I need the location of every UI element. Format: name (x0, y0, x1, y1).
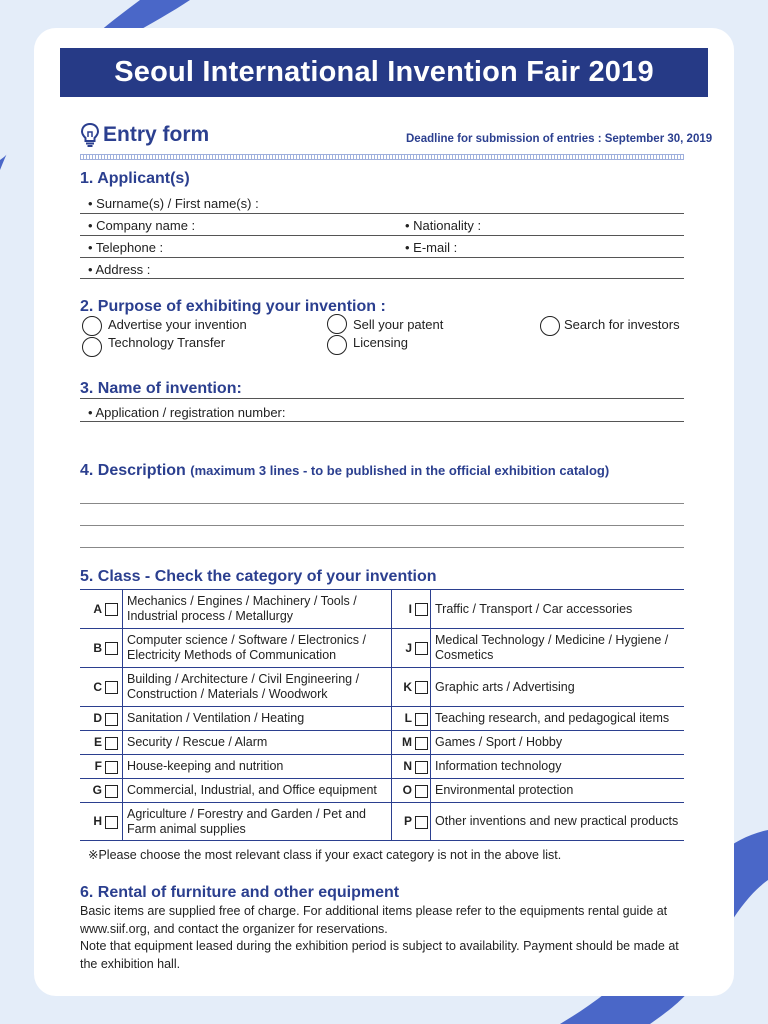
class-description: Sanitation / Ventilation / Heating (123, 707, 392, 731)
purpose-radio-advertise[interactable] (82, 316, 102, 336)
class-description: Information technology (431, 755, 685, 779)
class-checkbox[interactable] (105, 816, 118, 829)
surname-label: • Surname(s) / First name(s) : (88, 196, 259, 211)
class-letter-cell (80, 779, 123, 803)
class-checkbox[interactable] (415, 816, 428, 829)
class-row (80, 755, 684, 779)
class-description: Medical Technology / Medicine / Hygiene / Cosmetics (431, 629, 685, 668)
class-description: Commercial, Industrial, and Office equipment (123, 779, 392, 803)
description-line-2[interactable] (80, 525, 684, 526)
class-description: House-keeping and nutrition (123, 755, 392, 779)
applicants-heading: 1. Applicant(s) (80, 170, 190, 187)
rental-paragraph-2: Note that equipment leased during the exhibition period is subject to availability. Payment should be made at the exhibition hall. (80, 939, 679, 971)
purpose-radio-licensing[interactable] (327, 335, 347, 355)
class-checkbox[interactable] (105, 761, 118, 774)
class-letter-cell (80, 668, 123, 707)
purpose-radio-investors[interactable] (540, 316, 560, 336)
class-letter-cell (80, 731, 123, 755)
class-table (80, 589, 684, 841)
class-checkbox[interactable] (415, 785, 428, 798)
entry-form-heading: Entry form (103, 123, 210, 146)
rental-text (80, 903, 692, 973)
rental-paragraph-1: Basic items are supplied free of charge. For additional items please refer to the equipments rental guide at www.siif.org, and contact the organizer for reservations. (80, 904, 668, 936)
class-letter-cell (80, 707, 123, 731)
class-checkbox[interactable] (415, 681, 428, 694)
purpose-option-investors: Search for investors (564, 317, 680, 332)
class-letter: C (93, 679, 102, 694)
purpose-option-advertise: Advertise your invention (108, 317, 247, 332)
class-checkbox[interactable] (105, 737, 118, 750)
class-letter-cell (392, 731, 431, 755)
class-checkbox[interactable] (105, 785, 118, 798)
telephone-label: • Telephone : (88, 240, 164, 255)
class-checkbox[interactable] (415, 603, 428, 616)
class-letter: B (93, 640, 102, 655)
class-description: Environmental protection (431, 779, 685, 803)
class-letter-cell (392, 779, 431, 803)
class-description: Mechanics / Engines / Machinery / Tools / Industrial process / Metallurgy (123, 590, 392, 629)
lightbulb-icon (80, 122, 100, 148)
deadline-text: Deadline for submission of entries : September 30, 2019 (406, 133, 713, 145)
class-letter-cell (392, 590, 431, 629)
class-letter-cell (392, 803, 431, 841)
class-letter-cell (392, 755, 431, 779)
class-checkbox[interactable] (105, 603, 118, 616)
class-description: Graphic arts / Advertising (431, 668, 685, 707)
application-number-label: • Application / registration number: (88, 405, 286, 420)
class-letter: M (402, 735, 412, 750)
class-letter-cell (80, 803, 123, 841)
class-checkbox[interactable] (415, 713, 428, 726)
class-letter-cell (80, 755, 123, 779)
class-row (80, 779, 684, 803)
invention-name-heading: 3. Name of invention: (80, 380, 242, 397)
class-letter: L (404, 711, 412, 726)
class-description: Traffic / Transport / Car accessories (431, 590, 685, 629)
class-letter: K (403, 679, 412, 694)
class-letter: E (93, 735, 102, 750)
class-row (80, 668, 684, 707)
class-description: Games / Sport / Hobby (431, 731, 685, 755)
class-checkbox[interactable] (105, 713, 118, 726)
class-letter: G (92, 783, 102, 798)
company-label: • Company name : (88, 218, 196, 233)
rental-heading: 6. Rental of furniture and other equipment (80, 884, 400, 901)
purpose-radio-sell-patent[interactable] (327, 314, 347, 334)
class-note: ※Please choose the most relevant class if your exact category is not in the above list. (88, 848, 562, 862)
class-letter: A (93, 601, 102, 616)
description-line-1[interactable] (80, 503, 684, 504)
class-checkbox[interactable] (415, 737, 428, 750)
address-label: • Address : (88, 262, 151, 277)
class-description: Security / Rescue / Alarm (123, 731, 392, 755)
surname-line[interactable] (80, 213, 684, 214)
class-checkbox[interactable] (105, 681, 118, 694)
application-number-line[interactable] (80, 421, 684, 422)
company-line[interactable] (80, 235, 684, 236)
description-note: (maximum 3 lines - to be published in the official exhibition catalog) (190, 463, 610, 478)
purpose-option-sell-patent: Sell your patent (353, 317, 444, 332)
class-row (80, 731, 684, 755)
class-letter: J (405, 640, 412, 655)
purpose-option-technology-transfer: Technology Transfer (108, 335, 226, 350)
class-checkbox[interactable] (415, 642, 428, 655)
class-row (80, 803, 684, 841)
class-description: Building / Architecture / Civil Engineering / Construction / Materials / Woodwork (123, 668, 392, 707)
telephone-line[interactable] (80, 257, 684, 258)
page-title: Seoul International Invention Fair 2019 (60, 48, 708, 97)
description-line-3[interactable] (80, 547, 684, 548)
address-line[interactable] (80, 278, 684, 279)
class-description: Agriculture / Forestry and Garden / Pet and Farm animal supplies (123, 803, 392, 841)
purpose-heading: 2. Purpose of exhibiting your invention : (80, 298, 386, 315)
class-row (80, 590, 684, 629)
class-checkbox[interactable] (105, 642, 118, 655)
class-letter: H (93, 814, 102, 829)
class-row (80, 707, 684, 731)
purpose-option-licensing: Licensing (353, 335, 408, 350)
class-letter-cell (392, 668, 431, 707)
header-divider (80, 154, 684, 160)
class-letter: P (403, 814, 412, 829)
class-checkbox[interactable] (415, 761, 428, 774)
class-description: Computer science / Software / Electronics / Electricity Methods of Communication (123, 629, 392, 668)
class-letter: O (402, 783, 412, 798)
purpose-radio-technology-transfer[interactable] (82, 337, 102, 357)
email-label: • E-mail : (405, 240, 458, 255)
class-letter-cell (80, 590, 123, 629)
class-heading: 5. Class - Check the category of your invention (80, 568, 437, 585)
description-heading (80, 462, 609, 480)
description-title: 4. Description (80, 462, 186, 479)
nationality-label: • Nationality : (405, 218, 482, 233)
class-letter: D (93, 711, 102, 726)
class-letter-cell (392, 629, 431, 668)
class-letter: F (94, 759, 102, 774)
class-letter-cell (392, 707, 431, 731)
class-letter: N (403, 759, 412, 774)
class-row (80, 629, 684, 668)
invention-name-line[interactable] (80, 398, 684, 399)
class-letter-cell (80, 629, 123, 668)
class-description: Teaching research, and pedagogical items (431, 707, 685, 731)
class-description: Other inventions and new practical products (431, 803, 685, 841)
class-letter: I (408, 601, 412, 616)
